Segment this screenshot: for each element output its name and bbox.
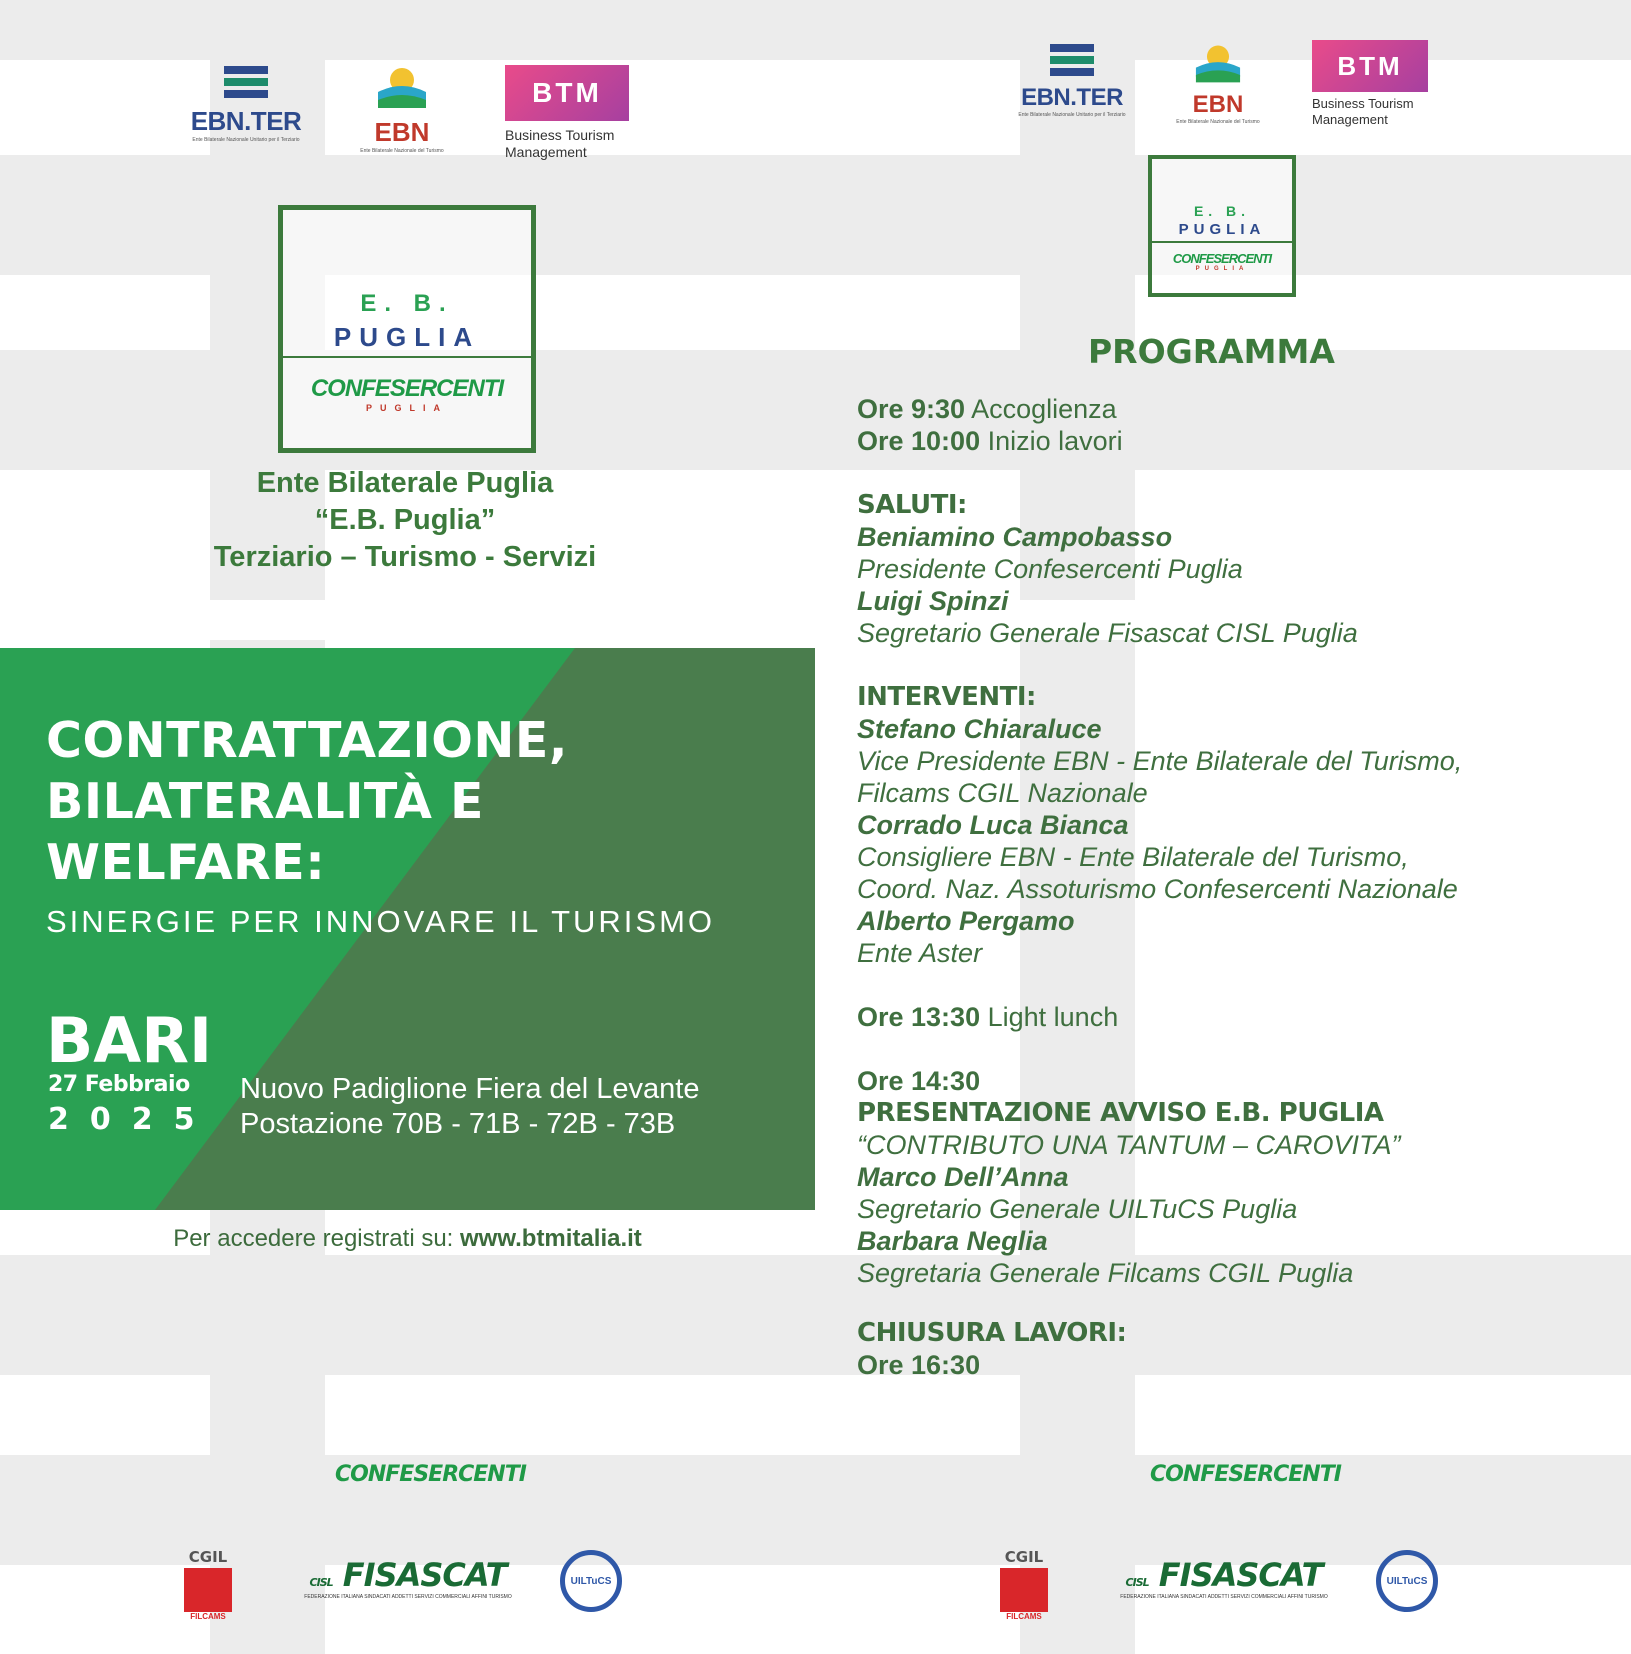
presentation-speaker-1-name: Marco Dell’Anna (857, 1162, 1069, 1192)
uiltucs-word-left: UILTuCS (560, 1550, 622, 1612)
interventi-speaker-1-name: Stefano Chiaraluce (857, 714, 1102, 744)
register-link[interactable]: www.btmitalia.it (460, 1225, 642, 1252)
emblem-line1: E. B. (360, 290, 454, 317)
headline-line1: CONTRATTAZIONE, (46, 712, 568, 769)
fisascat-logo-left (288, 1556, 528, 1600)
event-date-year: 2025 (48, 1102, 216, 1137)
org-line3: Terziario – Turismo - Servizi (213, 541, 597, 573)
emblem-small-conf-sub: PUGLIA (1195, 266, 1249, 272)
filcams-flag-icon-left (184, 1568, 232, 1612)
emblem-small-divider (1152, 241, 1292, 243)
emblem-line2: PUGLIA (333, 322, 481, 352)
emblem-small-conf-word: CONFESERCENTI (1172, 251, 1272, 266)
ebn-name: EBN (374, 117, 430, 147)
lunch-label: Light lunch (987, 1002, 1119, 1032)
program-welcome (857, 393, 1597, 425)
closing-heading: CHIUSURA LAVORI: (857, 1318, 1127, 1348)
interventi-speaker-1-role-2: Filcams CGIL Nazionale (857, 778, 1148, 808)
saluti-speaker-2-role: Segretario Generale Fisascat CISL Puglia (857, 618, 1358, 648)
interventi-speaker-3-role: Ente Aster (857, 938, 983, 968)
ebnter-mark-icon (218, 62, 274, 102)
emblem-divider (283, 356, 531, 358)
org-line2: “E.B. Puglia” (314, 504, 496, 536)
event-date-day: 27 Febbraio (48, 1072, 190, 1097)
emblem-conf-sub: PUGLIA (365, 403, 448, 413)
filcams-word-left: FILCAMS (190, 1612, 226, 1621)
start-time: Ore 10:00 (857, 426, 981, 456)
closing-time: Ore 16:30 (857, 1350, 981, 1380)
headline-line3: WELFARE: (46, 834, 326, 891)
confesercenti-logo-left (335, 1462, 526, 1487)
interventi-speaker-1-role-1: Vice Presidente EBN - Ente Bilaterale del Turismo, (857, 746, 1463, 776)
btm-sub-right-line2: Management (1312, 112, 1388, 127)
ebn-name-right: EBN (1192, 91, 1244, 118)
ebn-sub-right: Ente Bilaterale Nazionale del Turismo (1176, 119, 1260, 125)
lunch-time: Ore 13:30 (857, 1002, 981, 1032)
interventi-speaker-2-name: Corrado Luca Bianca (857, 810, 1129, 840)
presentation-heading: PRESENTAZIONE AVVISO E.B. PUGLIA (857, 1098, 1384, 1128)
btm-sub-right (1312, 96, 1430, 128)
event-venue (240, 1072, 699, 1142)
program-title: PROGRAMMA (1088, 332, 1335, 371)
btm-name-right: BTM (1312, 40, 1428, 92)
ebn-sun-icon (372, 62, 432, 112)
presentation-speaker-2-name: Barbara Neglia (857, 1226, 1048, 1256)
ebn-logo (352, 62, 452, 154)
registration-note (0, 1225, 815, 1253)
interventi-heading: INTERVENTI: (857, 682, 1036, 712)
presentation-subtitle: “CONTRIBUTO UNA TANTUM – CAROVITA” (857, 1130, 1401, 1160)
btm-name: BTM (505, 65, 629, 121)
interventi-speaker-3-name: Alberto Pergamo (857, 906, 1075, 936)
btm-logo-right (1312, 40, 1430, 128)
start-label: Inizio lavori (987, 426, 1123, 456)
ebnter-logo-right (1012, 40, 1132, 118)
ebnter-mark-icon-right (1044, 40, 1100, 80)
fisascat-sub-right: FEDERAZIONE ITALIANA SINDACATI ADDETTI SERVIZI COMMERCIALI AFFINI TURISMO (1120, 1594, 1328, 1600)
event-city: BARI (46, 1004, 213, 1077)
ebnter-name-right: EBN.TER (1021, 84, 1123, 111)
confesercenti-word-right: CONFESERCENTI (1150, 1462, 1341, 1487)
emblem-confesercenti (283, 375, 531, 413)
eb-puglia-emblem-small (1148, 155, 1296, 297)
welcome-label: Accoglienza (971, 394, 1117, 424)
uiltucs-logo-left (560, 1550, 632, 1612)
btm-sub-line2: Management (505, 144, 587, 160)
emblem-small-line2: PUGLIA (1178, 221, 1266, 238)
org-line1: Ente Bilaterale Puglia (256, 467, 554, 499)
ebn-sub: Ente Bilaterale Nazionale del Turismo (360, 148, 444, 154)
emblem-small-line1: E. B. (1193, 203, 1251, 219)
interventi-speaker-2-role-1: Consigliere EBN - Ente Bilaterale del Turismo, (857, 842, 1409, 872)
presentation-speaker-1-role: Segretario Generale UILTuCS Puglia (857, 1194, 1298, 1224)
ebn-logo-right (1168, 40, 1268, 125)
confesercenti-logo-right (1150, 1462, 1341, 1487)
welcome-time: Ore 9:30 (857, 394, 966, 424)
ebnter-sub-right: Ente Bilaterale Nazionale Unitario per il Terziario (1018, 112, 1126, 118)
ebnter-name: EBN.TER (190, 106, 302, 136)
fisascat-name-left: FISASCAT (342, 1556, 507, 1594)
uiltucs-logo-right (1376, 1550, 1448, 1612)
btm-sub-right-line1: Business Tourism (1312, 96, 1414, 111)
program-lunch (857, 1001, 1597, 1033)
btm-sub-line1: Business Tourism (505, 127, 615, 143)
uiltucs-word-right: UILTuCS (1376, 1550, 1438, 1612)
fisascat-word-right (1104, 1556, 1344, 1594)
event-headline (46, 710, 568, 893)
saluti-speaker-1-name: Beniamino Campobasso (857, 522, 1173, 552)
filcams-word-right: FILCAMS (1006, 1612, 1042, 1621)
btm-sub (505, 127, 635, 161)
program-start (857, 425, 1597, 457)
emblem-conf-word: CONFESERCENTI (310, 375, 504, 402)
cisl-word-left: CISL (309, 1576, 333, 1589)
fisascat-sub-left: FEDERAZIONE ITALIANA SINDACATI ADDETTI SERVIZI COMMERCIALI AFFINI TURISMO (304, 1594, 512, 1600)
presentation-speaker-2-role: Segretaria Generale Filcams CGIL Puglia (857, 1258, 1354, 1288)
emblem-small-conf (1152, 251, 1292, 272)
org-title (0, 465, 810, 576)
ebn-sun-icon-right (1190, 40, 1246, 86)
event-subline: SINERGIE PER INNOVARE IL TURISMO (46, 904, 716, 939)
fisascat-logo-right (1104, 1556, 1344, 1600)
eb-puglia-emblem (278, 205, 536, 453)
confesercenti-word-left: CONFESERCENTI (335, 1462, 526, 1487)
interventi-speaker-2-role-2: Coord. Naz. Assoturismo Confesercenti Nazionale (857, 874, 1458, 904)
register-label: Per accedere registrati su: (173, 1225, 454, 1252)
cgil-filcams-logo-right (996, 1548, 1052, 1621)
saluti-heading: SALUTI: (857, 490, 967, 520)
fisascat-name-right: FISASCAT (1158, 1556, 1323, 1594)
saluti-speaker-1-role: Presidente Confesercenti Puglia (857, 554, 1243, 584)
cgil-word-left: CGIL (188, 1548, 228, 1566)
filcams-flag-icon-right (1000, 1568, 1048, 1612)
venue-line1: Nuovo Padiglione Fiera del Levante (240, 1073, 700, 1105)
saluti-speaker-2-name: Luigi Spinzi (857, 586, 1009, 616)
cgil-word-right: CGIL (1004, 1548, 1044, 1566)
presentation-time: Ore 14:30 (857, 1066, 981, 1096)
venue-line2: Postazione 70B - 71B - 72B - 73B (240, 1108, 676, 1140)
headline-line2: BILATERALITÀ E (46, 773, 484, 830)
cgil-filcams-logo-left (180, 1548, 236, 1621)
program-list (857, 393, 1597, 1381)
ebnter-sub: Ente Bilaterale Nazionale Unitario per il Terziario (192, 137, 300, 143)
fisascat-word-left (288, 1556, 528, 1594)
event-banner (0, 648, 815, 1210)
ebnter-logo (182, 62, 310, 143)
btm-logo (505, 65, 635, 161)
cisl-word-right: CISL (1125, 1576, 1149, 1589)
